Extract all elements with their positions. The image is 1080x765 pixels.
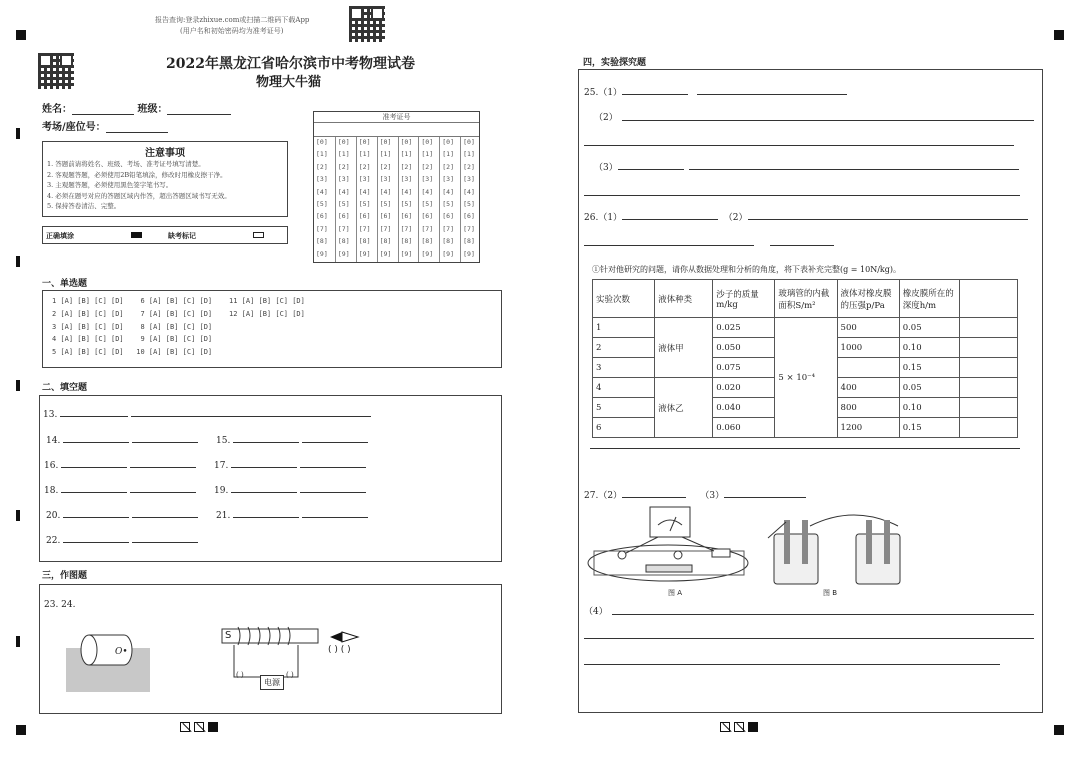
- absent-mark-label: 缺考标记: [168, 231, 196, 240]
- note-item: 3. 主观题答题，必须使用黑色签字笔书写。: [47, 181, 173, 189]
- power-source-box: 电源: [260, 675, 284, 690]
- q27-2[interactable]: 27.（2） （3）: [584, 488, 806, 501]
- answer-line[interactable]: [770, 245, 834, 246]
- table-cell: 4: [593, 378, 655, 398]
- section3-title: 三，作图题: [42, 571, 88, 581]
- exam-digit-bubble[interactable]: [1]: [400, 150, 413, 159]
- section2-title: 二、填空题: [42, 383, 88, 393]
- exam-digit-bubble[interactable]: [5]: [337, 200, 350, 208]
- q17[interactable]: 17.: [214, 461, 366, 471]
- exam-digit-bubble[interactable]: [6]: [316, 212, 328, 221]
- circuit-figure-a: [586, 505, 756, 597]
- table-cell: 0.10: [899, 398, 959, 418]
- name-label: 姓名：: [42, 104, 72, 115]
- exam-digit-bubble[interactable]: [2]: [316, 162, 328, 171]
- exam-digit-bubble[interactable]: [8]: [463, 237, 475, 246]
- exam-digit-bubble[interactable]: [7]: [337, 224, 350, 233]
- section4-title: 四，实验探究题: [583, 58, 647, 68]
- table-cell: 0.050: [713, 338, 775, 358]
- table-cell: 0.15: [899, 418, 959, 438]
- q25-3[interactable]: （3）: [594, 160, 1019, 173]
- table-cell: 800: [837, 398, 899, 418]
- exam-digit-bubble[interactable]: [1]: [379, 150, 392, 159]
- exam-digit-bubble[interactable]: [7]: [358, 224, 371, 233]
- exam-digit-bubble[interactable]: [4]: [400, 187, 413, 196]
- exam-number-write-row[interactable]: [314, 123, 479, 137]
- section1-title: 一、单选题: [42, 279, 88, 289]
- table-cell: 0.060: [713, 418, 775, 438]
- exam-digit-bubble[interactable]: [5]: [421, 200, 434, 208]
- exam-digit-bubble[interactable]: [8]: [442, 237, 454, 246]
- answer-line[interactable]: [584, 245, 754, 246]
- answer-line[interactable]: [584, 664, 1000, 665]
- q13[interactable]: 13.: [43, 410, 371, 420]
- table-header-cell: 沙子的质量m/kg: [713, 280, 775, 318]
- footer-marks-right: [720, 722, 762, 735]
- exam-title: 2022年黑龙江省哈尔滨市中考物理试卷: [166, 56, 415, 72]
- table-header-row: [593, 280, 1018, 318]
- exam-digit-bubble[interactable]: [3]: [358, 175, 371, 184]
- timing-mark: [16, 256, 20, 267]
- table-cell[interactable]: [959, 378, 1017, 398]
- compass-needle-icon: [328, 631, 360, 643]
- figure-a-label: 图 A: [668, 589, 683, 597]
- exam-digit-column[interactable]: [314, 137, 335, 262]
- table-cell: 0.025: [713, 318, 775, 338]
- q14[interactable]: 14.: [46, 436, 198, 446]
- beakers-figure-b: [764, 510, 904, 590]
- left-terminal-paren[interactable]: ( ): [236, 671, 244, 679]
- table-header-cell-empty: [959, 280, 1017, 318]
- exam-digit-bubble[interactable]: [3]: [337, 175, 350, 184]
- table-cell[interactable]: [959, 398, 1017, 418]
- exam-digit-bubble[interactable]: [3]: [316, 175, 328, 184]
- exam-digit-bubble[interactable]: [2]: [400, 162, 413, 171]
- notes-title: 注意事项: [145, 148, 185, 159]
- q23-24-label: 23. 24.: [44, 600, 76, 610]
- exam-digit-bubble[interactable]: [2]: [337, 162, 350, 171]
- table-cell[interactable]: [959, 358, 1017, 378]
- table-cell: 0.020: [713, 378, 775, 398]
- exam-digit-column[interactable]: [439, 137, 460, 262]
- exam-digit-bubble[interactable]: [0]: [400, 138, 413, 146]
- table-cell: 6: [593, 418, 655, 438]
- exam-digit-bubble[interactable]: [7]: [421, 224, 434, 233]
- exam-digit-bubble[interactable]: [7]: [400, 224, 413, 233]
- table-cell[interactable]: [959, 418, 1017, 438]
- q25-2[interactable]: （2）: [594, 113, 618, 123]
- exam-digit-bubble[interactable]: [1]: [421, 150, 434, 159]
- room-seat-field[interactable]: [42, 118, 168, 133]
- section1-box: [42, 290, 502, 368]
- exam-digit-bubble[interactable]: [6]: [400, 212, 413, 221]
- exam-digit-column[interactable]: [377, 137, 398, 262]
- q21[interactable]: 21.: [216, 511, 368, 521]
- exam-digit-bubble[interactable]: [6]: [421, 212, 434, 221]
- table-cell: 1: [593, 318, 655, 338]
- exam-digit-bubble[interactable]: [5]: [358, 200, 371, 208]
- exam-digit-bubble[interactable]: [9]: [358, 249, 371, 258]
- notes-box: [42, 141, 288, 217]
- absent-mark-checkbox[interactable]: [253, 232, 264, 238]
- table-cell: 0.040: [713, 398, 775, 418]
- timing-mark: [16, 380, 20, 391]
- exam-digit-bubble[interactable]: [3]: [421, 175, 434, 184]
- corner-mark-bottom-right: [1054, 725, 1064, 735]
- exam-digit-bubble[interactable]: [3]: [463, 175, 475, 184]
- exam-digit-bubble[interactable]: [9]: [421, 249, 434, 258]
- exam-digit-bubble[interactable]: [5]: [463, 200, 475, 208]
- student-name-field[interactable]: [42, 100, 231, 115]
- choice-row[interactable]: 3 [A] [B] [C] [D] 8 [A] [B] [C] [D]: [52, 322, 213, 331]
- q18[interactable]: 18.: [44, 486, 196, 496]
- table-cell: 3: [593, 358, 655, 378]
- liquid-b-cell: 液体乙: [655, 378, 713, 438]
- exam-digit-bubble[interactable]: [9]: [337, 249, 350, 258]
- table-cell: 5: [593, 398, 655, 418]
- exam-digit-bubble[interactable]: [6]: [442, 212, 454, 221]
- exam-digit-bubble[interactable]: [4]: [463, 187, 475, 196]
- note-item: 2. 客观题答题，必须使用2B铅笔填涂，修改时用橡皮擦干净。: [47, 170, 227, 179]
- exam-digit-bubble[interactable]: [9]: [379, 249, 392, 258]
- qr-code-top: [349, 6, 385, 42]
- exam-digit-bubble[interactable]: [7]: [463, 224, 475, 233]
- exam-digit-bubble[interactable]: [3]: [400, 175, 413, 184]
- exam-digit-bubble[interactable]: [5]: [316, 200, 328, 208]
- exam-digit-column[interactable]: [418, 137, 439, 262]
- exam-digit-bubble[interactable]: [7]: [442, 224, 454, 233]
- exam-digit-bubble[interactable]: [2]: [379, 162, 392, 171]
- footer-marks-left: [180, 722, 222, 735]
- timing-mark: [16, 636, 20, 647]
- table-cell: 0.15: [899, 358, 959, 378]
- section2-box: [39, 395, 502, 562]
- table-header-cell: 橡皮膜所在的深度h/m: [899, 280, 959, 318]
- timing-mark: [16, 128, 20, 139]
- exam-digit-bubble[interactable]: [8]: [421, 237, 434, 246]
- exam-digit-bubble[interactable]: [4]: [316, 187, 328, 196]
- answer-line[interactable]: [622, 120, 1034, 121]
- class-label: 班级：: [137, 104, 168, 115]
- fill-legend: [42, 226, 288, 244]
- exam-digit-bubble[interactable]: [2]: [463, 162, 475, 171]
- correct-fill-label: 正确填涂: [46, 231, 74, 240]
- s-pole-label: S: [225, 630, 232, 641]
- timing-mark: [16, 510, 20, 521]
- exam-digit-bubble[interactable]: [2]: [358, 162, 371, 171]
- exam-digit-bubble[interactable]: [5]: [379, 200, 392, 208]
- exam-digit-bubble[interactable]: [3]: [442, 175, 454, 184]
- note-item: 1. 答题前请将姓名、班级、考场、准考证号填写清楚。: [47, 160, 205, 168]
- exam-digit-bubble[interactable]: [4]: [379, 187, 392, 196]
- exam-digit-bubble[interactable]: [8]: [379, 237, 392, 246]
- exam-digit-bubble[interactable]: [0]: [316, 138, 328, 146]
- table-cell[interactable]: [959, 318, 1017, 338]
- choice-row[interactable]: 5 [A] [B] [C] [D] 10 [A] [B] [C] [D]: [52, 348, 213, 357]
- exam-digit-bubble[interactable]: [2]: [442, 162, 454, 171]
- answer-line[interactable]: [584, 195, 1020, 196]
- exam-digit-bubble[interactable]: [4]: [421, 187, 434, 196]
- exam-digit-bubble[interactable]: [5]: [442, 200, 454, 208]
- exam-digit-bubble[interactable]: [0]: [463, 138, 475, 146]
- table-cell: 500: [837, 318, 899, 338]
- exam-subtitle: 物理大牛猫: [256, 75, 322, 90]
- exam-digit-bubble[interactable]: [1]: [358, 150, 371, 159]
- exam-number-box: [313, 111, 480, 263]
- exam-digit-column[interactable]: [356, 137, 377, 262]
- answer-line[interactable]: [584, 145, 1014, 146]
- exam-digit-column[interactable]: [335, 137, 356, 262]
- notice-line2: (用户名和初始密码均为准考证号): [180, 27, 284, 35]
- corner-mark-top-right: [1054, 30, 1064, 40]
- exam-digit-bubble[interactable]: [7]: [379, 224, 392, 233]
- cylinder-figure[interactable]: [66, 630, 176, 692]
- corner-mark-bottom-left: [16, 725, 26, 735]
- data-table: [592, 279, 1018, 438]
- qr-code-left: [38, 53, 74, 89]
- q27-4[interactable]: （4）: [584, 607, 608, 617]
- exam-digit-bubble[interactable]: [7]: [316, 224, 328, 233]
- exam-digit-bubble[interactable]: [8]: [316, 237, 328, 246]
- exam-digit-bubble[interactable]: [4]: [442, 187, 454, 196]
- section3-box: [39, 584, 502, 714]
- exam-digit-bubble[interactable]: [9]: [400, 249, 413, 258]
- exam-digit-bubble[interactable]: [1]: [442, 150, 454, 159]
- table-cell: 2: [593, 338, 655, 358]
- exam-digit-bubble[interactable]: [1]: [316, 150, 328, 159]
- q20[interactable]: 20.: [46, 511, 198, 521]
- answer-line[interactable]: [584, 638, 1034, 639]
- exam-digit-bubble[interactable]: [8]: [358, 237, 371, 246]
- exam-digit-bubble[interactable]: [4]: [358, 187, 371, 196]
- pressure-blank-cell[interactable]: [837, 358, 899, 378]
- table-cell: 400: [837, 378, 899, 398]
- exam-digit-bubble[interactable]: [9]: [316, 249, 328, 258]
- table-cell[interactable]: [959, 338, 1017, 358]
- table-row: [593, 318, 1018, 338]
- exam-digit-column[interactable]: [398, 137, 419, 262]
- table-header-cell: 液体种类: [655, 280, 713, 318]
- exam-digit-bubble[interactable]: [6]: [463, 212, 475, 221]
- exam-digit-bubble[interactable]: [5]: [400, 200, 413, 208]
- table-cell: 1200: [837, 418, 899, 438]
- exam-number-title: 准考证号: [314, 112, 479, 123]
- room-label: 考场/座位号：: [42, 122, 106, 133]
- q22[interactable]: 22.: [46, 536, 198, 546]
- exam-digit-bubble[interactable]: [6]: [379, 212, 392, 221]
- exam-digit-bubble[interactable]: [1]: [463, 150, 475, 159]
- exam-digit-bubble[interactable]: [1]: [337, 150, 350, 159]
- table-cell: 0.075: [713, 358, 775, 378]
- exam-digit-bubble[interactable]: [0]: [358, 138, 371, 146]
- notes-list: [43, 159, 287, 212]
- table-cell: 0.05: [899, 318, 959, 338]
- compass-paren-pair[interactable]: ( ) ( ): [328, 645, 351, 655]
- center-o-label: O•: [115, 647, 128, 657]
- table-header-cell: 液体对橡皮膜的压强p/Pa: [837, 280, 899, 318]
- right-terminal-paren[interactable]: ( ): [286, 671, 294, 679]
- exam-digit-bubble[interactable]: [8]: [400, 237, 413, 246]
- exam-digit-bubble[interactable]: [0]: [421, 138, 434, 146]
- exam-number-digit-grid: [314, 137, 479, 262]
- answer-line[interactable]: [612, 614, 1034, 615]
- table-cell: 1000: [837, 338, 899, 358]
- answer-line[interactable]: [590, 448, 1020, 449]
- exam-digit-column[interactable]: [460, 137, 481, 262]
- corner-mark-top-left: [16, 30, 26, 40]
- table-header-cell: 玻璃管的内截面积S/m²: [775, 280, 837, 318]
- choice-row[interactable]: 2 [A] [B] [C] [D] 7 [A] [B] [C] [D] 12 [A] [B] [C] [D]: [52, 309, 305, 318]
- exam-digit-bubble[interactable]: [3]: [379, 175, 392, 184]
- notice-line1: 报告查询:登录zhixue.com或扫描二维码下载App: [155, 16, 310, 24]
- table-cell: 0.05: [899, 378, 959, 398]
- note-item: 4. 必须在题号对应的答题区域内作答，超出答题区域书写无效。: [47, 191, 231, 200]
- choice-row[interactable]: 1 [A] [B] [C] [D] 6 [A] [B] [C] [D] 11 [A] [B] [C] [D]: [52, 297, 305, 305]
- note-item: 5. 保持答卷清洁、完整。: [47, 202, 121, 210]
- exam-digit-bubble[interactable]: [4]: [337, 187, 350, 196]
- q19[interactable]: 19.: [214, 486, 366, 496]
- q26-prompt: ①针对他研究的问题，请你从数据处理和分析的角度，将下表补充完整(g = 10N/kg)。: [592, 265, 901, 274]
- choice-grid[interactable]: [52, 295, 305, 359]
- choice-row[interactable]: 4 [A] [B] [C] [D] 9 [A] [B] [C] [D]: [52, 335, 213, 344]
- exam-digit-bubble[interactable]: [8]: [337, 237, 350, 246]
- figure-b-label: 图 B: [823, 589, 838, 597]
- correct-fill-sample: [131, 232, 142, 238]
- table-header-cell: 实验次数: [593, 280, 655, 318]
- exam-digit-bubble[interactable]: [9]: [463, 249, 475, 258]
- q26-1[interactable]: 26.（1） （2）: [584, 210, 1028, 223]
- exam-digit-bubble[interactable]: [0]: [379, 138, 392, 146]
- exam-digit-bubble[interactable]: [0]: [337, 138, 350, 146]
- exam-digit-bubble[interactable]: [0]: [442, 138, 454, 146]
- q16[interactable]: 16.: [44, 461, 196, 471]
- exam-digit-bubble[interactable]: [6]: [358, 212, 371, 221]
- area-cell: 5 × 10⁻⁴: [775, 318, 837, 438]
- liquid-a-cell: 液体甲: [655, 318, 713, 378]
- exam-digit-bubble[interactable]: [6]: [337, 212, 350, 221]
- exam-digit-bubble[interactable]: [9]: [442, 249, 454, 258]
- q25-1[interactable]: 25.（1）: [584, 85, 847, 98]
- q15[interactable]: 15.: [216, 436, 368, 446]
- exam-digit-bubble[interactable]: [2]: [421, 162, 434, 171]
- table-cell: 0.10: [899, 338, 959, 358]
